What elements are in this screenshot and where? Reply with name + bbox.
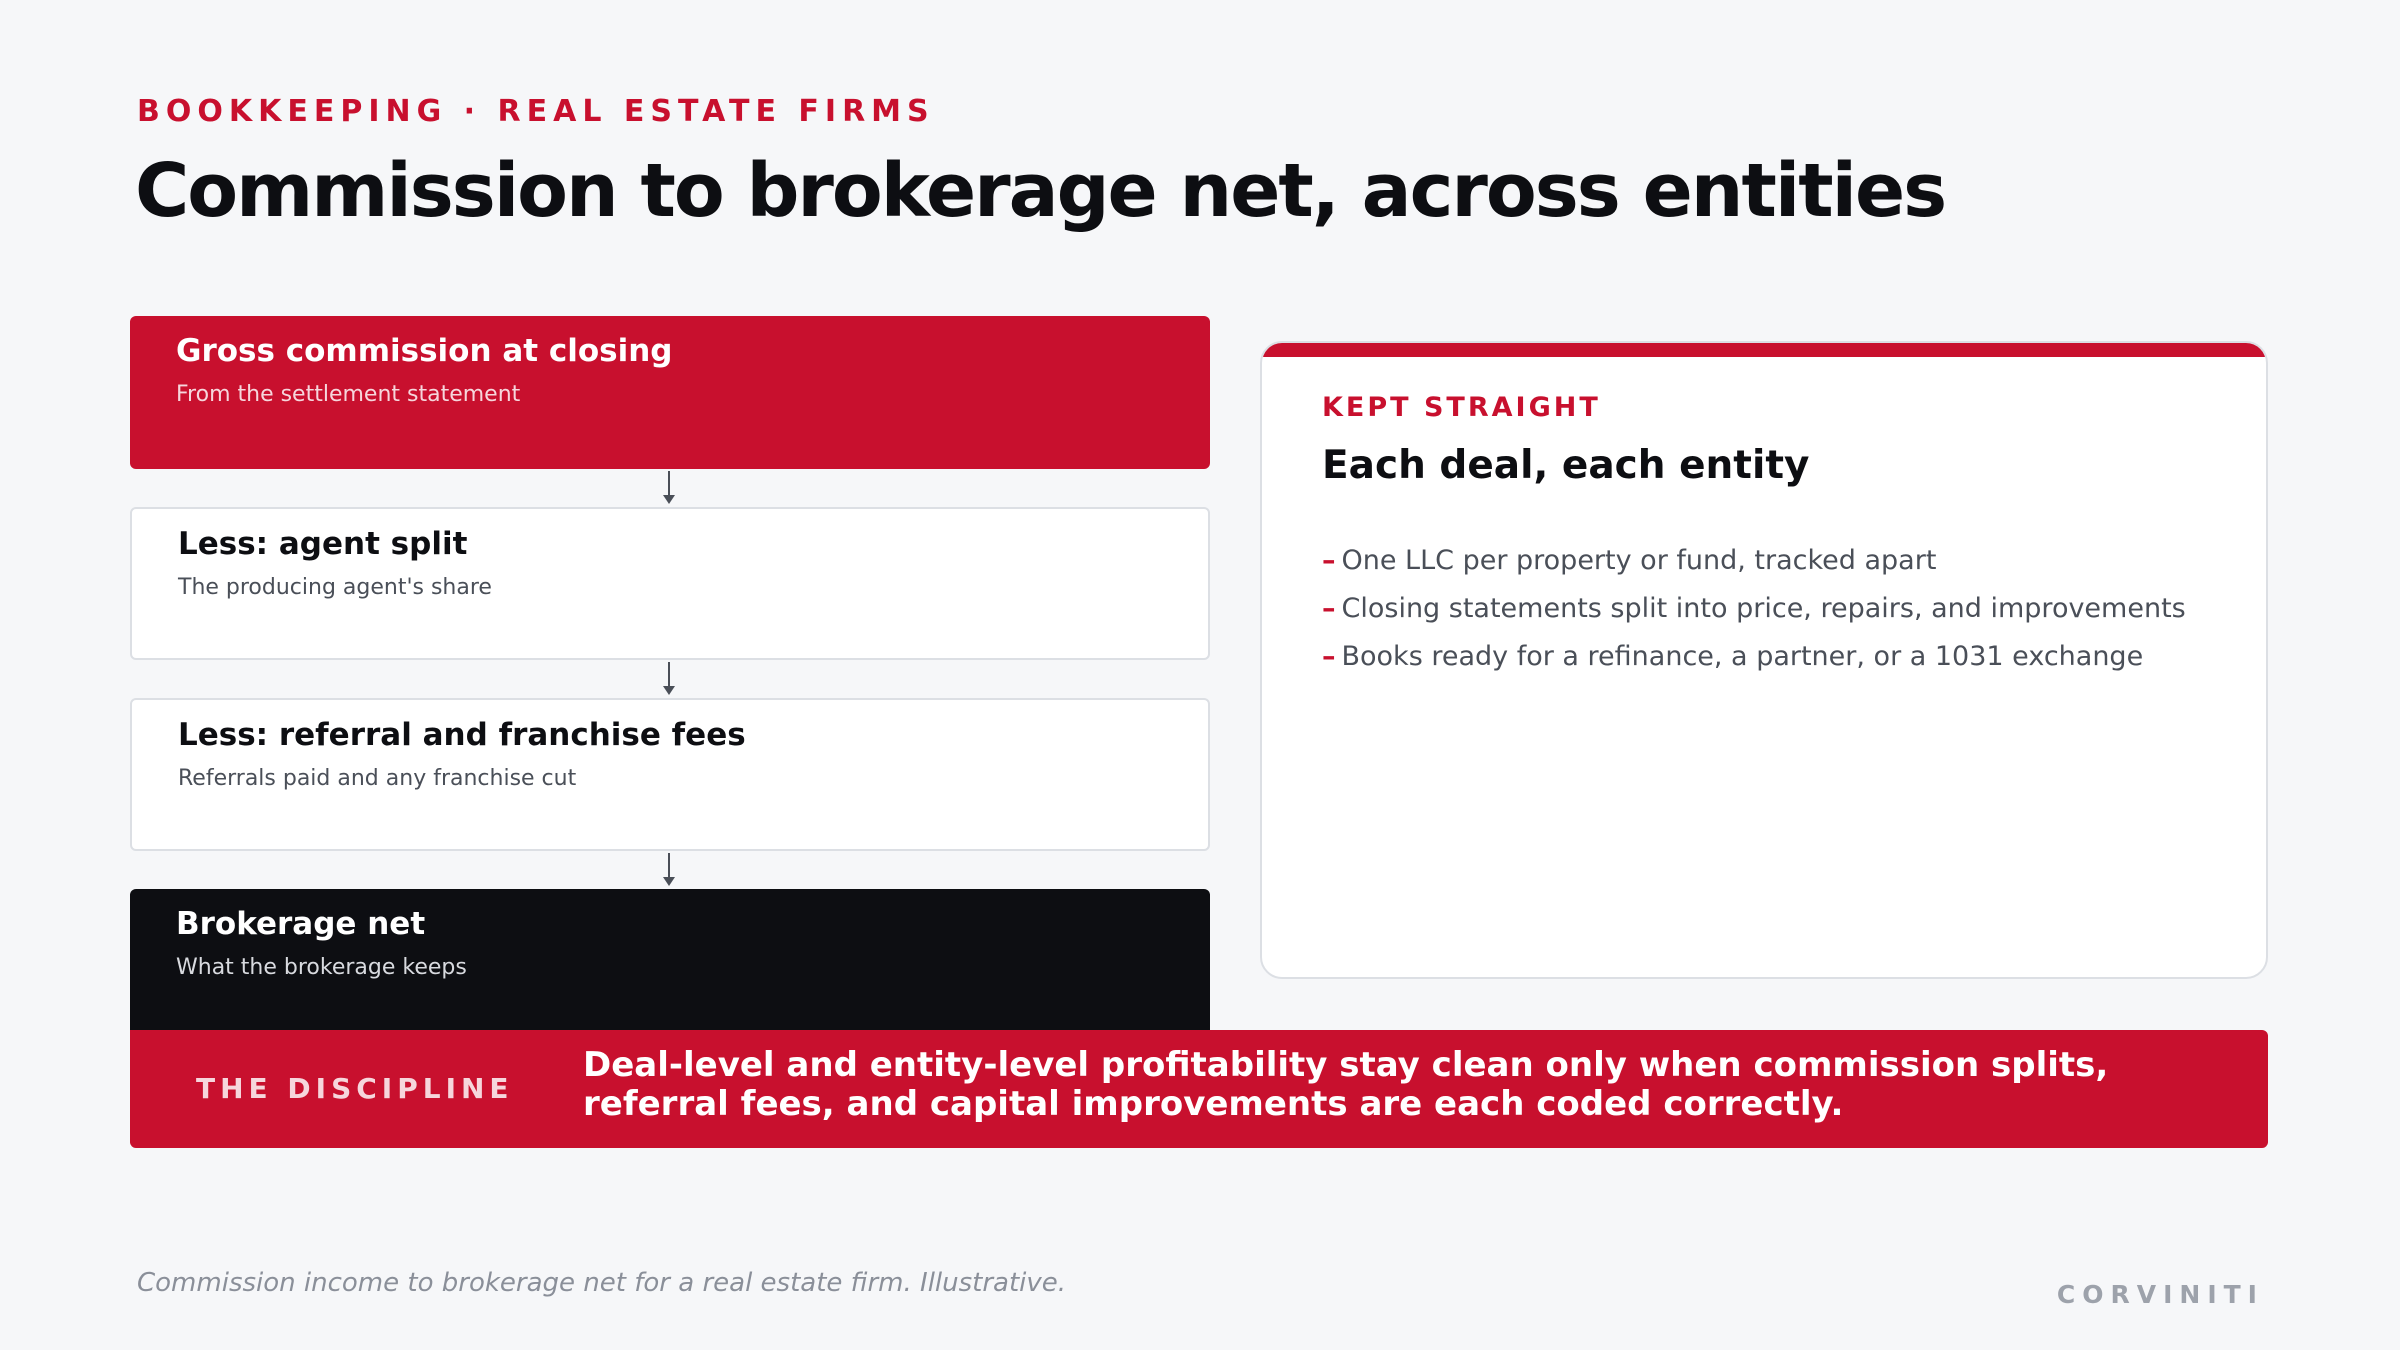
discipline-banner xyxy=(130,1030,2268,1148)
flow-step-subtitle: The producing agent's share xyxy=(178,575,492,600)
flow-step-title: Less: agent split xyxy=(178,526,468,562)
flow-step-title: Less: referral and franchise fees xyxy=(178,717,746,753)
card-kicker: KEPT STRAIGHT xyxy=(1322,392,1601,423)
list-item-text: Books ready for a refinance, a partner, or a 1031 exchange xyxy=(1341,641,2144,672)
dash-icon: – xyxy=(1322,545,1336,576)
list-item xyxy=(1322,537,2186,585)
brand-logo: CORVINITI xyxy=(2056,1280,2264,1309)
down-arrow-icon xyxy=(130,851,1210,889)
flow-step-referral-fees xyxy=(130,698,1210,851)
flow-step-title: Gross commission at closing xyxy=(176,333,673,369)
flow-step-brokerage-net xyxy=(130,889,1210,1034)
flow-step-title: Brokerage net xyxy=(176,906,426,942)
down-arrow-icon xyxy=(130,469,1210,507)
flow-step-subtitle: What the brokerage keeps xyxy=(176,955,467,980)
dash-icon: – xyxy=(1322,593,1336,624)
flow-step-subtitle: Referrals paid and any franchise cut xyxy=(178,766,577,791)
page-title: Commission to brokerage net, across entities xyxy=(135,148,1946,234)
list-item-text: One LLC per property or fund, tracked apart xyxy=(1341,545,1937,576)
card-bullet-list xyxy=(1322,537,2186,681)
list-item xyxy=(1322,633,2186,681)
card-accent-bar xyxy=(1262,343,2266,357)
card-title: Each deal, each entity xyxy=(1322,443,1810,488)
flow-step-agent-split xyxy=(130,507,1210,660)
commission-flow xyxy=(130,316,1210,1034)
footnote: Commission income to brokerage net for a real estate firm. Illustrative. xyxy=(137,1268,1067,1298)
discipline-text: Deal-level and entity-level profitability stay clean only when commission splits, referral fees, and capital improvements are each coded correctly. xyxy=(583,1045,2109,1124)
discipline-label: THE DISCIPLINE xyxy=(196,1072,514,1105)
flow-step-subtitle: From the settlement statement xyxy=(176,382,521,407)
dash-icon: – xyxy=(1322,641,1336,672)
list-item-text: Closing statements split into price, repairs, and improvements xyxy=(1341,593,2186,624)
down-arrow-icon xyxy=(130,660,1210,698)
flow-step-gross-commission xyxy=(130,316,1210,469)
list-item xyxy=(1322,585,2186,633)
kept-straight-card xyxy=(1260,341,2268,979)
eyebrow: BOOKKEEPING · REAL ESTATE FIRMS xyxy=(137,94,935,129)
